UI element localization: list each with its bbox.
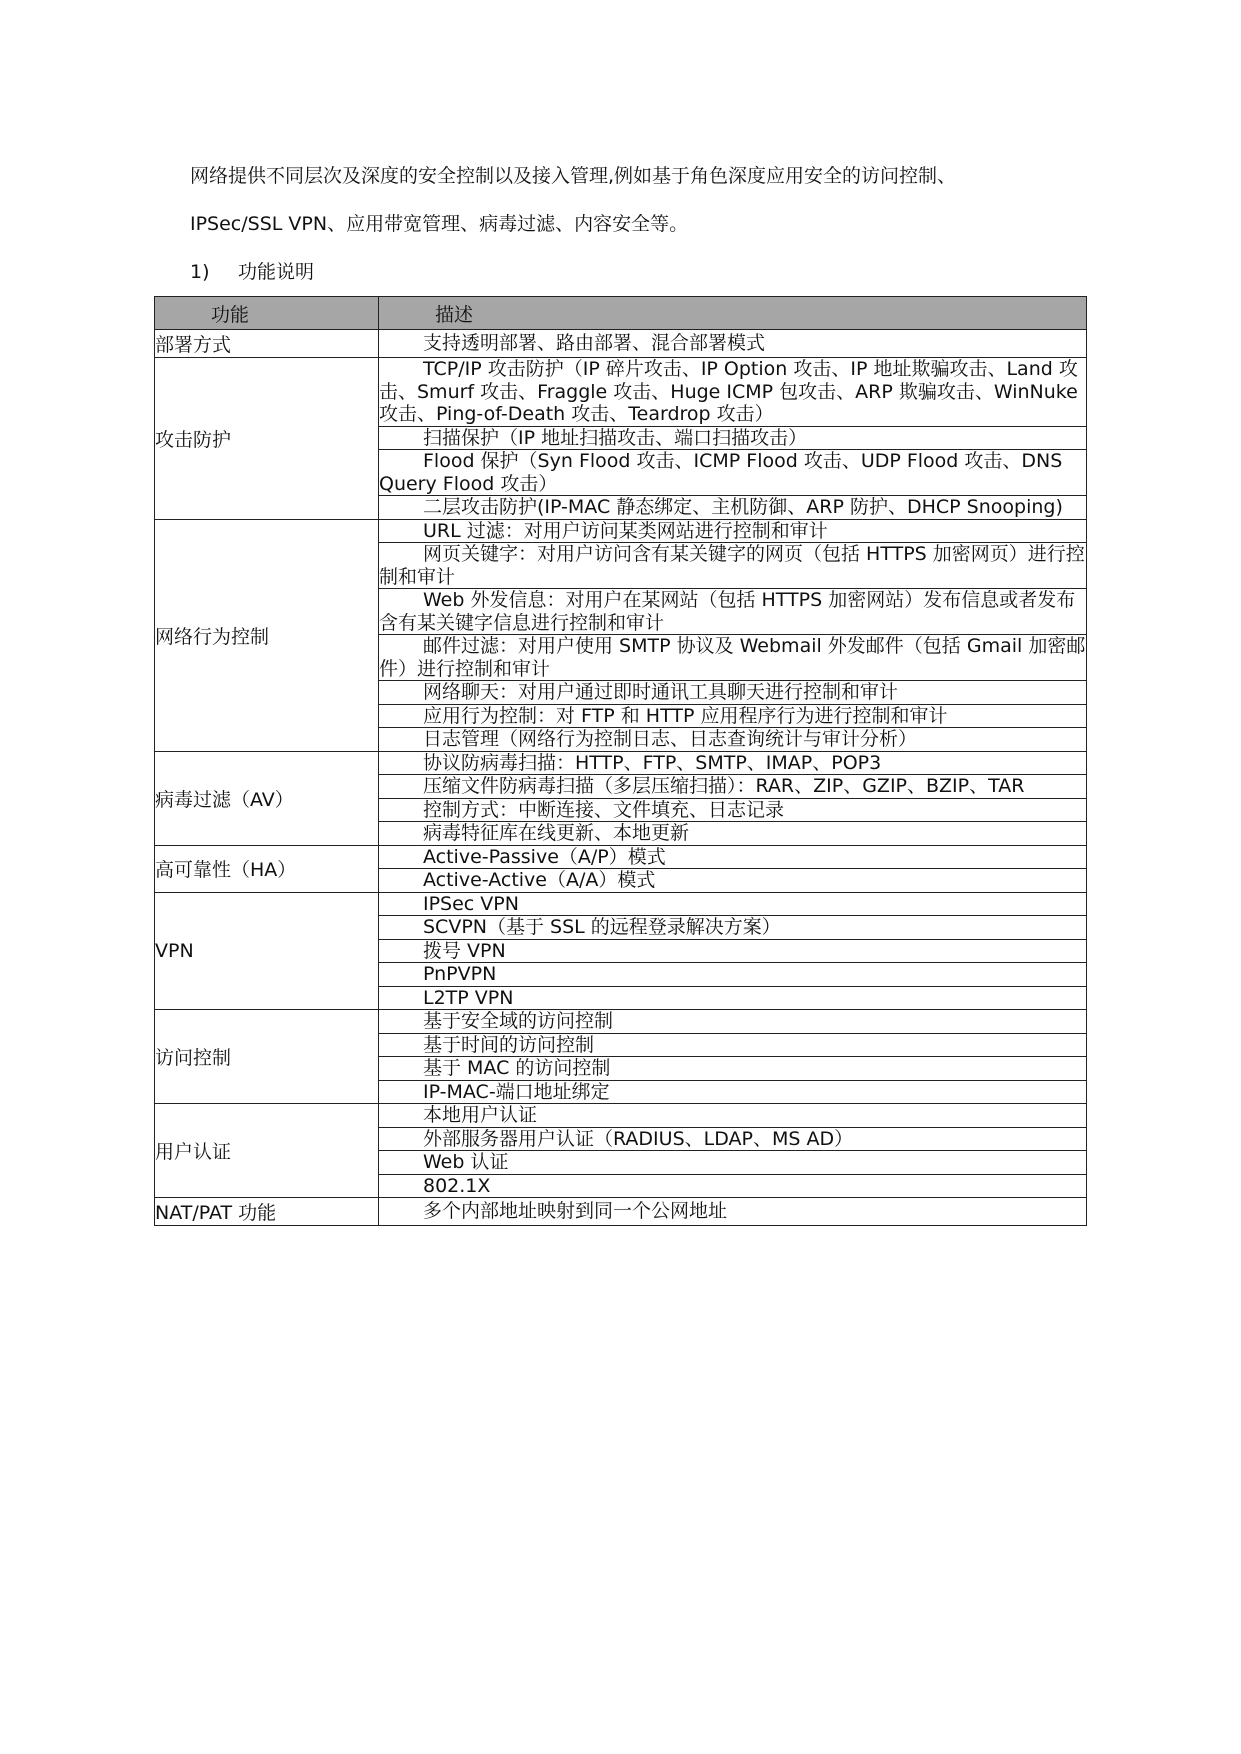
description-cell [379,822,1087,846]
description-cell [379,496,1087,520]
description-text: 控制方式：中断连接、文件填充、日志记录 [423,798,785,821]
description-text: URL 过滤：对用户访问某类网站进行控制和审计 [423,519,828,542]
description-cell [379,986,1087,1010]
section-number: 1) [190,261,210,283]
feature-table [154,296,1087,1226]
description-text: 邮件过滤：对用户使用 SMTP 协议及 Webmail 外发邮件（包括 Gmail 加密邮件）进行控制和审计 [379,635,1086,680]
table-row [155,1198,1087,1226]
description-cell [379,358,1087,427]
description-text: Web 认证 [423,1151,509,1173]
description-text: 协议防病毒扫描：HTTP、FTP、SMTP、IMAP、POP3 [423,751,882,774]
description-text: SCVPN（基于 SSL 的远程登录解决方案） [423,916,781,938]
table-row [155,330,1087,358]
description-cell [379,543,1087,589]
description-text: 支持透明部署、路由部署、混合部署模式 [423,332,766,355]
intro-line-1: 网络提供不同层次及深度的安全控制以及接入管理,例如基于角色深度应用安全的访问控制、 [190,165,957,187]
description-cell [379,775,1087,799]
description-text: 基于 MAC 的访问控制 [423,1057,611,1079]
description-text: 网页关键字：对用户访问含有某关键字的网页（包括 HTTPS 加密网页）进行控制和审计 [379,543,1085,588]
category-cell: 攻击防护 [155,358,379,520]
description-text: 802.1X [423,1174,491,1197]
intro-line-2: IPSec/SSL VPN、应用带宽管理、病毒过滤、内容安全等。 [190,213,689,235]
description-text: IPSec VPN [423,892,519,915]
category-cell: 网络行为控制 [155,519,379,751]
category-cell: 用户认证 [155,1104,379,1198]
section-title: 功能说明 [238,261,315,283]
description-cell [379,798,1087,822]
description-cell [379,426,1087,450]
description-cell [379,869,1087,893]
description-cell [379,892,1087,916]
category-cell: 高可靠性（HA） [155,845,379,892]
description-cell [379,1080,1087,1104]
description-cell [379,916,1087,940]
description-cell [379,1010,1087,1034]
description-text: 拨号 VPN [423,939,506,962]
description-cell [379,963,1087,987]
table-row [155,519,1087,543]
table-row [155,1010,1087,1034]
description-text: 网络聊天：对用户通过即时通讯工具聊天进行控制和审计 [423,681,899,703]
description-text: 基于安全域的访问控制 [423,1010,614,1032]
description-text: TCP/IP 攻击防护（IP 碎片攻击、IP Option 攻击、IP 地址欺骗攻击、Land 攻击、Smurf 攻击、Fraggle 攻击、Huge ICMP 包攻击、ARP 欺骗攻击、WinNuke 攻击、Ping-of-Death 攻击、Teardrop 攻击） [379,358,1078,425]
description-cell [379,939,1087,963]
description-text: IP-MAC-端口地址绑定 [423,1080,610,1103]
description-cell [379,681,1087,705]
description-text: 本地用户认证 [423,1104,538,1126]
table-row [155,1104,1087,1128]
description-text: Active-Active（A/A）模式 [423,869,656,891]
description-cell [379,751,1087,775]
description-text: Flood 保护（Syn Flood 攻击、ICMP Flood 攻击、UDP Flood 攻击、DNS Query Flood 攻击） [379,450,1063,495]
description-cell [379,330,1087,358]
table-row [155,845,1087,869]
category-cell: 部署方式 [155,330,379,358]
header-description: 描述 [379,297,1087,330]
table-row [155,358,1087,427]
description-cell [379,1104,1087,1128]
description-cell [379,450,1087,496]
category-cell: VPN [155,892,379,1010]
description-cell [379,589,1087,635]
description-cell [379,1151,1087,1175]
description-cell [379,1127,1087,1151]
description-text: PnPVPN [423,963,497,985]
description-text: 基于时间的访问控制 [423,1033,595,1056]
description-cell [379,704,1087,728]
description-text: 病毒特征库在线更新、本地更新 [423,822,690,844]
category-cell: 访问控制 [155,1010,379,1104]
description-text: Active-Passive（A/P）模式 [423,845,666,868]
description-cell [379,845,1087,869]
table-row [155,892,1087,916]
description-text: 日志管理（网络行为控制日志、日志查询统计与审计分析） [423,728,918,750]
description-text: 扫描保护（IP 地址扫描攻击、端口扫描攻击） [423,426,808,449]
description-text: L2TP VPN [423,986,514,1009]
description-text: 多个内部地址映射到同一个公网地址 [423,1200,728,1223]
description-text: 外部服务器用户认证（RADIUS、LDAP、MS AD） [423,1127,854,1150]
category-cell: NAT/PAT 功能 [155,1198,379,1226]
section-heading [190,260,1090,284]
description-cell [379,1033,1087,1057]
table-row [155,751,1087,775]
header-function: 功能 [155,297,379,330]
description-cell [379,1057,1087,1081]
description-text: 二层攻击防护(IP-MAC 静态绑定、主机防御、ARP 防护、DHCP Snooping) [423,496,1063,518]
description-cell [379,519,1087,543]
table-header-row [155,297,1087,330]
description-cell [379,728,1087,752]
description-cell [379,1198,1087,1226]
description-cell [379,1174,1087,1198]
description-text: 压缩文件防病毒扫描（多层压缩扫描）：RAR、ZIP、GZIP、BZIP、TAR [423,775,1025,797]
category-cell: 病毒过滤（AV） [155,751,379,845]
description-text: 应用行为控制：对 FTP 和 HTTP 应用程序行为进行控制和审计 [423,704,948,727]
table-body [155,330,1087,1226]
description-cell [379,635,1087,681]
description-text: Web 外发信息：对用户在某网站（包括 HTTPS 加密网站）发布信息或者发布含有某关键字信息进行控制和审计 [379,589,1076,634]
